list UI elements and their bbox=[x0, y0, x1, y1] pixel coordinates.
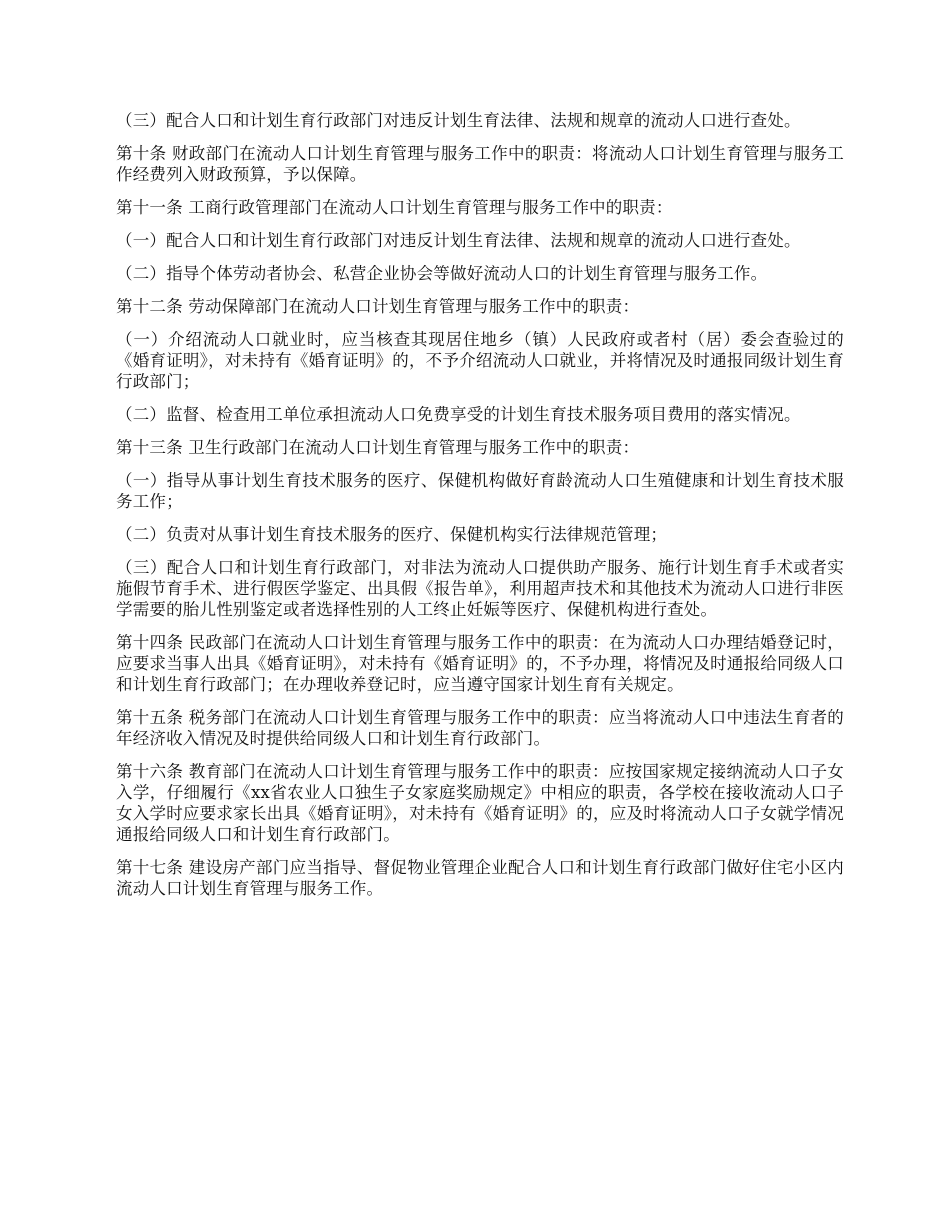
article-11-commerce: 第十一条 工商行政管理部门在流动人口计划生育管理与服务工作中的职责： bbox=[116, 198, 673, 217]
article-11-item-2: （二）指导个体劳动者协会、私营企业协会等做好流动人口的计划生育管理与服务工作。 bbox=[116, 264, 768, 283]
article-13-item-2: （二）负责对从事计划生育技术服务的医疗、保健机构实行法律规范管理； bbox=[116, 525, 668, 544]
article-10-finance: 第十条 财政部门在流动人口计划生育管理与服务工作中的职责：将流动人口计划生育管理与服务工作经费列入财政预算，予以保障。 bbox=[116, 144, 844, 184]
article-13-health: 第十三条 卫生行政部门在流动人口计划生育管理与服务工作中的职责： bbox=[116, 438, 640, 457]
article-13-item-1: （一）指导从事计划生育技术服务的医疗、保健机构做好育龄流动人口生殖健康和计划生育技术服务工作； bbox=[116, 471, 844, 511]
paragraph-item-3-cooperate-investigate: （三）配合人口和计划生育行政部门对违反计划生育法律、法规和规章的流动人口进行查处。 bbox=[116, 111, 801, 130]
article-11-item-1: （一）配合人口和计划生育行政部门对违反计划生育法律、法规和规章的流动人口进行查处。 bbox=[116, 231, 801, 250]
article-14-civil-affairs: 第十四条 民政部门在流动人口计划生育管理与服务工作中的职责：在为流动人口办理结婚登记时，应要求当事人出具《婚育证明》，对未持有《婚育证明》的，不予办理，将情况及时通报给同级人口和计划生育行政部门；在办理收养登记时，应当遵守国家计划生育有关规定。 bbox=[116, 633, 844, 694]
article-16-education: 第十六条 教育部门在流动人口计划生育管理与服务工作中的职责：应按国家规定接纳流动人口子女入学，仔细履行《xx省农业人口独生子女家庭奖励规定》中相应的职责，各学校在接收流动人口子女入学时应要求家长出具《婚育证明》，对未持有《婚育证明》的，应及时将流动人口子女就学情况通报给同级人口和计划生育行政部门。 bbox=[116, 762, 844, 844]
article-12-item-1: （一）介绍流动人口就业时，应当核查其现居住地乡（镇）人民政府或者村（居）委会查验过的《婚育证明》，对未持有《婚育证明》的，不予介绍流动人口就业，并将情况及时通报同级计划生育行政部门； bbox=[116, 330, 844, 391]
article-15-tax: 第十五条 税务部门在流动人口计划生育管理与服务工作中的职责：应当将流动人口中违法生育者的年经济收入情况及时提供给同级人口和计划生育行政部门。 bbox=[116, 708, 844, 748]
article-13-item-3: （三）配合人口和计划生育行政部门，对非法为流动人口提供助产服务、施行计划生育手术或者实施假节育手术、进行假医学鉴定、出具假《报告单》，利用超声技术和其他技术为流动人口进行非医学需要的胎儿性别鉴定或者选择性别的人工终止妊娠等医疗、保健机构进行查处。 bbox=[116, 558, 844, 619]
article-12-item-2: （二）监督、检查用工单位承担流动人口免费享受的计划生育技术服务项目费用的落实情况。 bbox=[116, 405, 801, 424]
article-17-construction: 第十七条 建设房产部门应当指导、督促物业管理企业配合人口和计划生育行政部门做好住宅小区内流动人口计划生育管理与服务工作。 bbox=[116, 858, 844, 898]
document-body bbox=[116, 110, 844, 911]
article-12-labor: 第十二条 劳动保障部门在流动人口计划生育管理与服务工作中的职责： bbox=[116, 297, 640, 316]
